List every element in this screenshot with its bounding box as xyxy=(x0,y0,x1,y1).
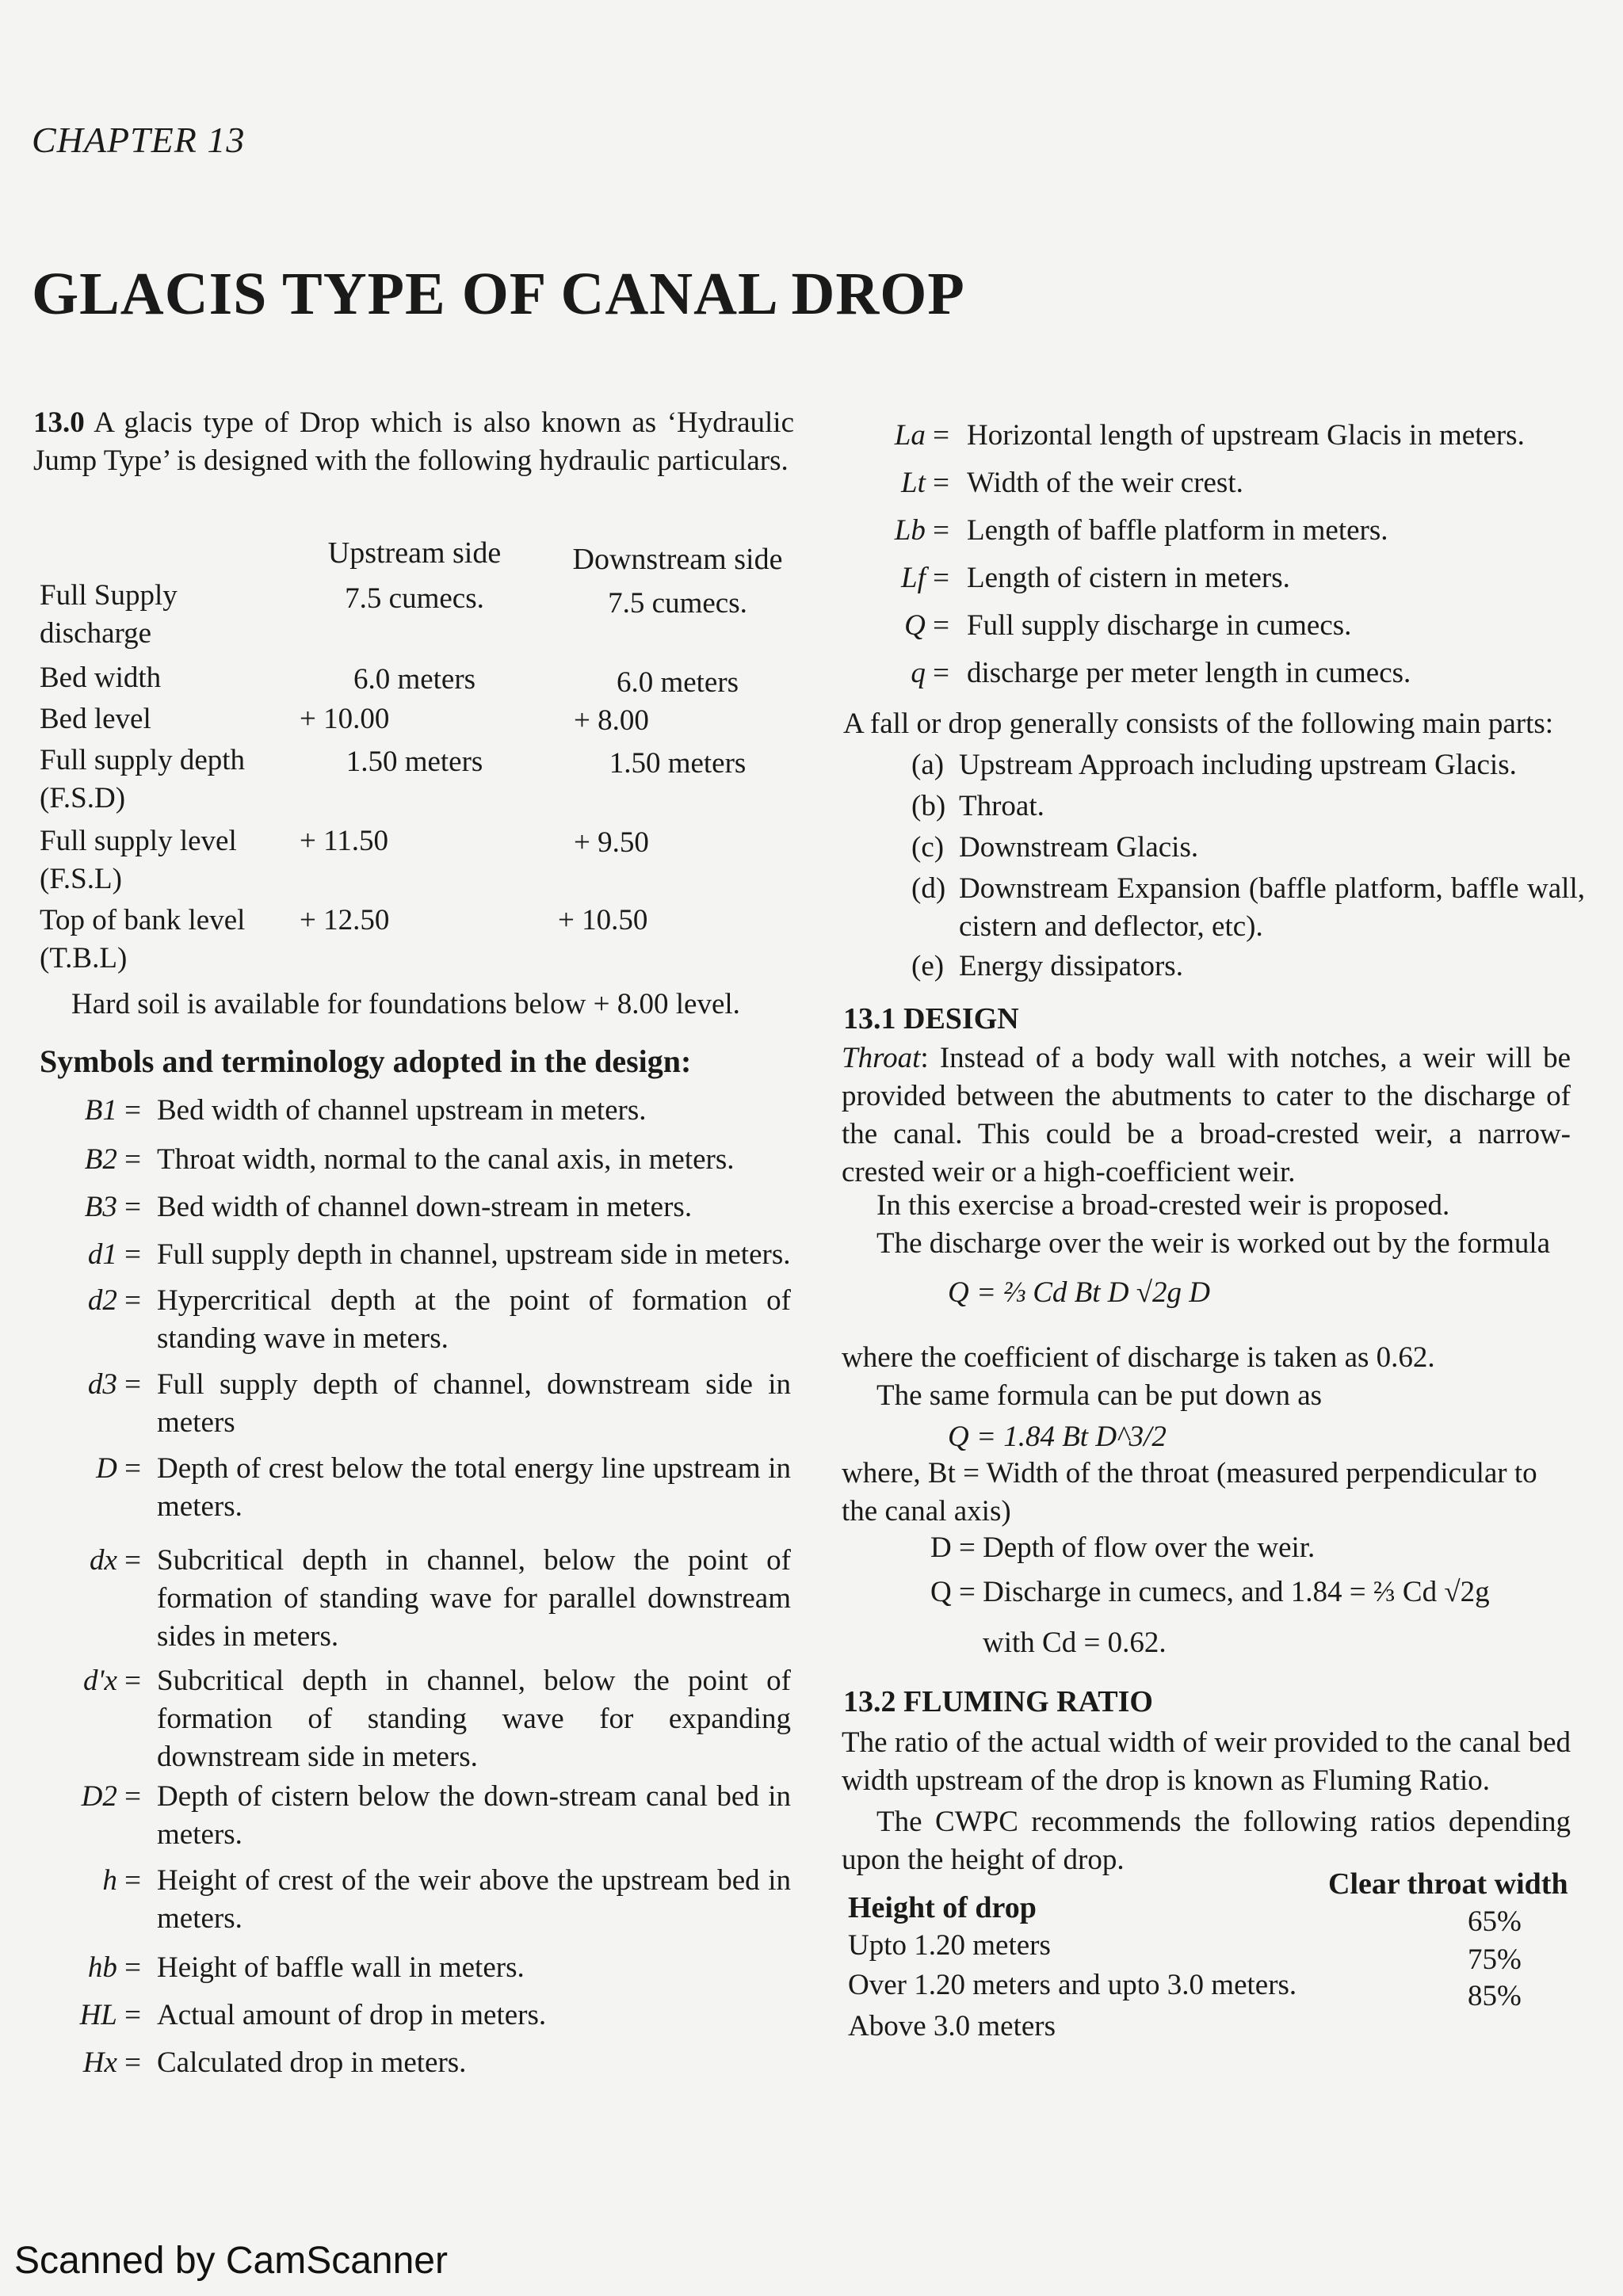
symbols-heading: Symbols and terminology adopted in the design: xyxy=(40,1043,692,1079)
fluming-p2: The CWPC recommends the following ratios depending upon the height of drop. xyxy=(842,1806,1571,1876)
list-item xyxy=(911,788,1044,826)
row-downstream: 1.50 meters xyxy=(609,747,747,780)
symbol-key: Lf xyxy=(901,562,926,594)
row-label: Top of bank level (T.B.L) xyxy=(40,904,246,974)
row-downstream: 7.5 cumecs. xyxy=(608,587,747,620)
symbol-definition: Hypercritical depth at the point of formation of standing wave in meters. xyxy=(157,1284,791,1355)
symbol-definition: Length of cistern in meters. xyxy=(967,562,1290,594)
intro-number: 13.0 xyxy=(33,406,85,439)
symbol-definition: Depth of cistern below the down-stream canal bed in meters. xyxy=(157,1780,791,1851)
row-upstream: 6.0 meters xyxy=(353,663,476,696)
symbol-definition: Calculated drop in meters. xyxy=(157,2046,467,2079)
design-p1: In this exercise a broad-crested weir is proposed. xyxy=(876,1189,1450,1222)
design-p4: The same formula can be put down as xyxy=(876,1379,1323,1412)
symbol-key: HL xyxy=(79,1999,117,2031)
throat-text: : Instead of a body wall with notches, a weir will be provided between the abutments to cater to the discharge of the canal. This could be a broad-crested weir, a narrow-crested weir or a high-coefficient weir. xyxy=(842,1042,1571,1188)
fluming-p1: The ratio of the actual width of weir provided to the canal bed width upstream of the drop is known as Fluming Ratio. xyxy=(842,1726,1571,1797)
symbol-key: D xyxy=(96,1452,117,1485)
symbol-key: La xyxy=(894,419,926,452)
item-text: Energy dissipators. xyxy=(959,950,1183,982)
row-label: Full Supply discharge xyxy=(40,579,178,650)
item-number: (c) xyxy=(911,831,945,864)
symbol-key: d1 xyxy=(87,1238,117,1271)
symbol-definition: Width of the weir crest. xyxy=(967,467,1243,499)
row-downstream: + 10.50 xyxy=(558,904,648,936)
design-where-1: where, Bt = Width of the throat (measured perpendicular to the canal axis) xyxy=(842,1457,1537,1527)
formula-1: Q = ⅔ Cd Bt D √2g D xyxy=(948,1276,1210,1309)
row-upstream: + 11.50 xyxy=(300,825,388,857)
symbol-key: Hx xyxy=(82,2046,117,2079)
symbol-key: Q xyxy=(904,609,926,642)
row-upstream: + 10.00 xyxy=(300,703,390,735)
row-label: Bed width xyxy=(40,662,162,694)
symbol-definition: Depth of crest below the total energy line upstream in meters. xyxy=(157,1452,791,1523)
list-item xyxy=(911,746,1517,784)
item-number: (e) xyxy=(911,950,945,982)
list-item xyxy=(911,948,1183,986)
page-title: GLACIS TYPE OF CANAL DROP xyxy=(32,261,965,327)
symbol-key: hb xyxy=(87,1951,117,1984)
intro-text: A glacis type of Drop which is also known as ‘Hydraulic Jump Type’ is designed with the following hydraulic particulars. xyxy=(33,406,794,477)
design-where-2: D = Depth of flow over the weir. xyxy=(930,1531,1316,1564)
symbol-key: q xyxy=(911,657,926,689)
symbol-key: h xyxy=(102,1864,117,1897)
symbol-definition: Throat width, normal to the canal axis, in meters. xyxy=(157,1143,735,1176)
table-row-width: 85% xyxy=(1468,1980,1522,2012)
symbol-definition: Bed width of channel down-stream in meters. xyxy=(157,1191,693,1223)
symbol-definition: Bed width of channel upstream in meters. xyxy=(157,1094,647,1127)
symbol-key: d3 xyxy=(87,1368,117,1401)
throat-label: Throat xyxy=(842,1042,921,1074)
chapter-label: CHAPTER 13 xyxy=(32,120,246,160)
row-downstream: + 9.50 xyxy=(574,826,649,859)
symbol-definition: Height of baffle wall in meters. xyxy=(157,1951,525,1984)
symbol-definition: Height of crest of the weir above the upstream bed in meters. xyxy=(157,1864,791,1935)
row-downstream: 6.0 meters xyxy=(616,666,739,699)
table-row-height: Upto 1.20 meters xyxy=(848,1929,1051,1962)
symbol-key: B1 xyxy=(84,1094,117,1127)
design-heading: 13.1 DESIGN xyxy=(843,1002,1019,1035)
table-row-width: 65% xyxy=(1468,1905,1522,1938)
item-text: Throat. xyxy=(959,790,1044,822)
row-downstream: + 8.00 xyxy=(574,704,649,737)
soil-note: Hard soil is available for foundations below + 8.00 level. xyxy=(71,988,740,1020)
table-row-height: Above 3.0 meters xyxy=(848,2010,1056,2042)
symbol-definition: Full supply discharge in cumecs. xyxy=(967,609,1352,642)
item-text: Downstream Expansion (baffle platform, baffle wall, cistern and deflector, etc). xyxy=(959,872,1585,943)
item-number: (d) xyxy=(911,872,946,905)
col-header-throat-width: Clear throat width xyxy=(1328,1867,1568,1901)
design-where-3: Q = Discharge in cumecs, and 1.84 = ⅔ Cd √2g xyxy=(930,1576,1490,1608)
list-item xyxy=(911,870,1585,946)
symbol-definition: Horizontal length of upstream Glacis in meters. xyxy=(967,419,1525,452)
symbol-key: B3 xyxy=(84,1191,117,1223)
symbol-key: dx xyxy=(89,1544,117,1577)
table-row-height: Over 1.20 meters and upto 3.0 meters. xyxy=(848,1969,1297,2001)
symbol-definition: Subcritical depth in channel, below the point of formation of standing wave for parallel downstream sides in meters. xyxy=(157,1544,791,1653)
table-row-width: 75% xyxy=(1468,1943,1522,1976)
symbol-key: D2 xyxy=(81,1780,117,1813)
scanner-watermark: Scanned by CamScanner xyxy=(14,2240,448,2282)
col-header-height-of-drop: Height of drop xyxy=(848,1891,1037,1924)
fluming-heading: 13.2 FLUMING RATIO xyxy=(843,1685,1153,1718)
row-label: Bed level xyxy=(40,703,151,735)
row-label: Full supply level (F.S.L) xyxy=(40,825,237,895)
symbol-key: d2 xyxy=(87,1284,117,1317)
item-text: Upstream Approach including upstream Glacis. xyxy=(959,749,1517,781)
header-downstream: Downstream side xyxy=(572,543,783,576)
item-number: (b) xyxy=(911,790,946,822)
design-where-4: with Cd = 0.62. xyxy=(983,1627,1167,1659)
symbol-definition: Full supply depth of channel, downstream side in meters xyxy=(157,1368,791,1439)
parts-intro: A fall or drop generally consists of the following main parts: xyxy=(843,707,1554,740)
design-p3: where the coefficient of discharge is taken as 0.62. xyxy=(842,1341,1435,1374)
item-number: (a) xyxy=(911,749,945,781)
design-p2: The discharge over the weir is worked out by the formula xyxy=(876,1227,1551,1260)
symbol-key: Lt xyxy=(901,467,926,499)
formula-2: Q = 1.84 Bt D^3/2 xyxy=(948,1421,1167,1453)
row-upstream: 1.50 meters xyxy=(346,746,483,778)
list-item xyxy=(911,829,1198,867)
symbol-key: d'x xyxy=(83,1665,117,1697)
header-upstream: Upstream side xyxy=(327,536,502,570)
symbol-key: B2 xyxy=(84,1143,117,1176)
row-upstream: 7.5 cumecs. xyxy=(345,582,484,615)
symbol-definition: Length of baffle platform in meters. xyxy=(967,514,1388,547)
symbol-definition: Actual amount of drop in meters. xyxy=(157,1999,547,2031)
row-upstream: + 12.50 xyxy=(300,904,390,936)
symbol-definition: discharge per meter length in cumecs. xyxy=(967,657,1411,689)
symbol-key: Lb xyxy=(894,514,926,547)
item-text: Downstream Glacis. xyxy=(959,831,1199,864)
design-throat-paragraph xyxy=(842,1039,1571,1192)
symbol-definition: Full supply depth in channel, upstream side in meters. xyxy=(157,1238,791,1271)
row-label: Full supply depth (F.S.D) xyxy=(40,744,246,814)
intro-paragraph xyxy=(33,404,794,480)
symbol-definition: Subcritical depth in channel, below the point of formation of standing wave for expanding downstream side in meters. xyxy=(157,1665,791,1773)
